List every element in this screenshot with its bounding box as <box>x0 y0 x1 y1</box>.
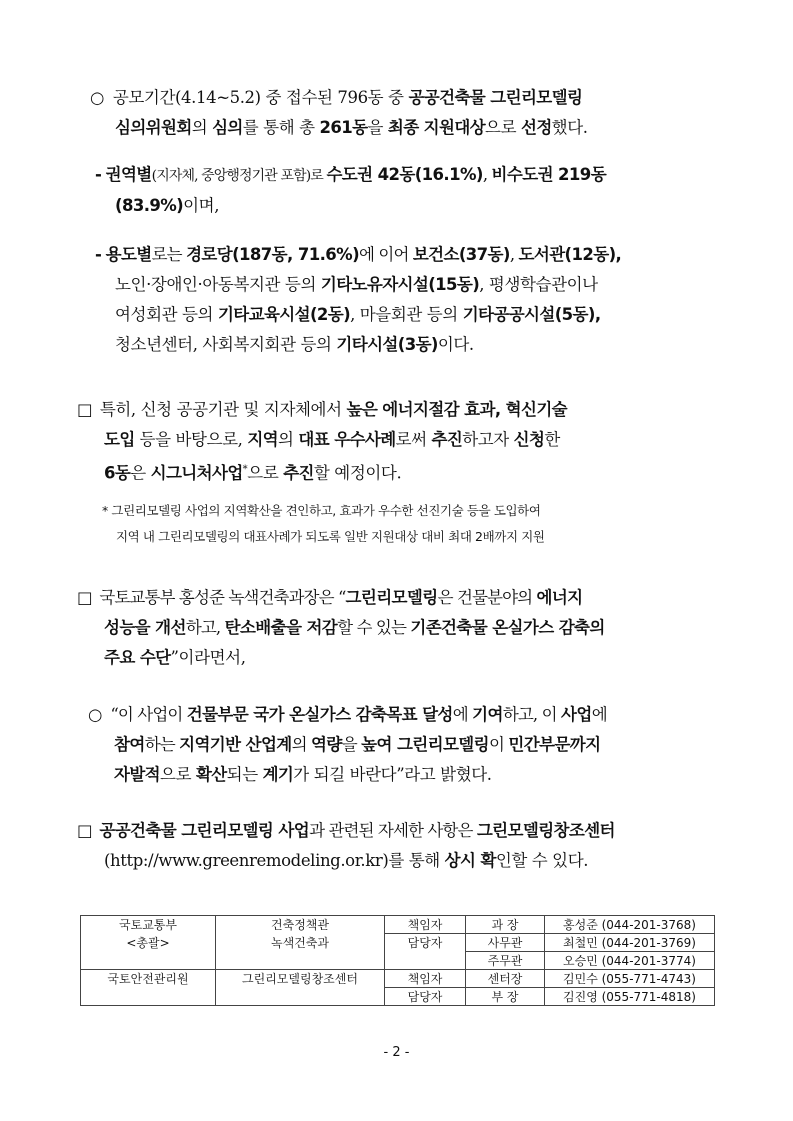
dash-bullet: - <box>95 245 102 264</box>
square-bullet-icon: □ <box>77 588 92 607</box>
section-signature-project: □ 특히, 신청 공공기관 및 지자체에서 높은 에너지절감 효과, 혁신기술 도입 등을 바탕으로, 지역의 대표 우수사례로써 추진하고자 신청한 6동은 시그니처사업*으로 추진할 예정이다. <box>77 395 567 489</box>
section-more-info: □ 공공건축물 그린리모델링 사업과 관련된 자세한 사항은 그린모델링창조센터 (http://www.greenremodeling.or.kr)를 통해 상시 확인할 수 있다. <box>77 816 615 876</box>
page-number: - 2 - <box>383 1045 410 1060</box>
website-url-text: (http://www.greenremodeling.or.kr)를 통해 <box>104 851 445 870</box>
contact-table <box>80 915 715 1006</box>
circle-bullet-icon: ○ <box>88 705 102 724</box>
square-bullet-icon: □ <box>77 400 93 419</box>
section-quote-continued: ○ “이 사업이 건물부문 국가 온실가스 감축목표 달성에 기여하고, 이 사업에 참여하는 지역기반 산업계의 역량을 높여 그린리모델링이 민간부문까지 자발적으로 확산되는 계기가 되길 바란다”라고 밝혔다. <box>88 700 607 790</box>
square-bullet-icon: □ <box>77 821 92 840</box>
section-director-quote: □ 국토교통부 홍성준 녹색건축과장은 “그린리모델링은 건물분야의 에너지 성능을 개선하고, 탄소배출을 저감할 수 있는 기존건축물 온실가스 감축의 주요 수단”이라면서, <box>77 583 605 673</box>
footnote: * 그린리모델링 사업의 지역확산을 견인하고, 효과가 우수한 선진기술 등을 도입하여 지역 내 그린리모델링의 대표사례가 되도록 일반 지원대상 대비 최대 2배까지 지원 <box>102 503 545 544</box>
table-row: <총괄> 녹색건축과 담당자 사무관 최철민 (044-201-3769) <box>81 934 715 952</box>
circle-bullet-icon: ○ <box>90 88 104 107</box>
table-row: 국토교통부 건축정책관 책임자 과 장 홍성준 (044-201-3768) <box>81 916 715 934</box>
table-row: 담당자 부 장 김진영 (055-771-4818) <box>81 988 715 1006</box>
section-by-region: - 권역별(지자체, 중앙행정기관 포함)로 수도권 42동(16.1%), 비수도권 219동 (83.9%)이며, <box>95 165 607 215</box>
table-row: 주무관 오승민 (044-201-3774) <box>81 952 715 970</box>
dash-bullet: - <box>95 165 102 184</box>
section-by-use: - 용도별로는 경로당(187동, 71.6%)에 이어 보건소(37동), 도서관(12동), 노인·장애인·아동복지관 등의 기타노유자시설(15동), 평생학습관이나 여성회관 등의 기타교육시설(2동), 마을회관 등의 기타공공시설(5동), 청소년센터, 사회복지회관 등의 기타시설(3동)이다. <box>95 245 622 354</box>
section-selection-result: ○ 공모기간(4.14~5.2) 중 접수된 796동 중 공공건축물 그린리모델링 심의위원회의 심의를 통해 총 261동을 최종 지원대상으로 선정했다. <box>90 83 588 143</box>
table-row: 국토안전관리원 그린리모델링창조센터 책임자 센터장 김민수 (055-771-4743) <box>81 970 715 988</box>
